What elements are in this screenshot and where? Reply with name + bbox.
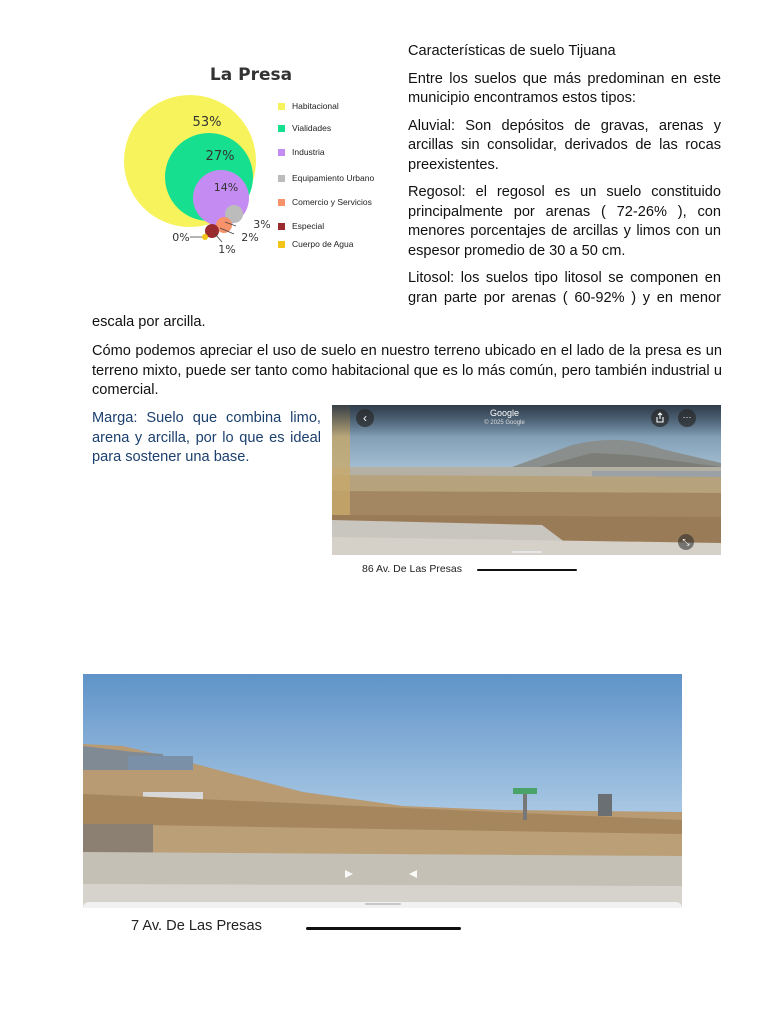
legend-label: Especial — [292, 221, 325, 231]
legend-swatch — [278, 175, 285, 182]
drag-handle[interactable] — [365, 903, 401, 905]
legend-swatch — [278, 223, 285, 230]
legend-swatch — [278, 103, 285, 110]
litosol-continuation: escala por arcilla. — [92, 314, 206, 330]
share-icon-glyph — [651, 409, 669, 427]
value-label: 53% — [192, 115, 222, 130]
section-heading: Características de suelo Tijuana — [408, 43, 616, 59]
legend-label: Comercio y Servicios — [292, 197, 372, 207]
legend-swatch — [278, 199, 285, 206]
land-use-chart — [110, 56, 400, 268]
bubble-cuerpo-de-agua — [202, 234, 208, 240]
value-label: 1% — [218, 243, 236, 256]
collapse-icon[interactable]: ⤡ — [678, 534, 694, 550]
legend-swatch — [278, 241, 285, 248]
value-label: 0% — [172, 231, 190, 244]
value-label: 3% — [253, 218, 271, 231]
legend-swatch — [278, 125, 285, 132]
marga-paragraph: Marga: Suelo que combina limo, arena y arcilla, por lo que es ideal para sostener una base. — [92, 410, 321, 465]
more-options-icon[interactable]: ··· — [678, 409, 696, 427]
chart-title: La Presa — [209, 65, 293, 85]
intro-paragraph: Entre los suelos que más predominan en este municipio encontramos estos tipos: — [408, 70, 721, 106]
legend-label: Industria — [292, 147, 325, 157]
chart-svg — [110, 56, 400, 268]
leader-line — [215, 234, 222, 242]
value-label: 14% — [213, 181, 239, 194]
photo-1-caption: 86 Av. De Las Presas — [362, 563, 463, 575]
street-view-photo-2[interactable] — [83, 674, 682, 908]
photo-2-caption: 7 Av. De Las Presas — [131, 918, 262, 934]
legend-label: Equipamiento Urbano — [292, 173, 375, 183]
value-label: 2% — [241, 231, 259, 244]
drag-handle[interactable] — [512, 551, 542, 553]
land-use-paragraph: Cómo podemos apreciar el uso de suelo en nuestro terreno ubicado en el lado de la presa es un terreno mixto, puede ser tanto como habitacional que es lo más común, pero también industrial u comercial. — [92, 343, 722, 398]
legend-label: Vialidades — [292, 123, 332, 133]
regosol-paragraph: Regosol: el regosol es un suelo constituido principalmente por arenas ( 72-26% ), con menores porcentajes de arcillas y limos con un espesor promedio de 30 a 50 cm. — [408, 184, 721, 259]
aluvial-paragraph: Aluvial: Son depósitos de gravas, arenas y arcillas sin consolidar, derivados de las rocas preexistentes. — [408, 117, 721, 173]
copyright-text: © 2025 Google — [484, 420, 525, 426]
home-indicator-1 — [477, 569, 577, 571]
litosol-paragraph: Litosol: los suelos tipo litosol se componen en gran parte por arenas ( 60-92% ) y en menor — [408, 270, 721, 306]
legend-label: Habitacional — [292, 101, 339, 111]
text-column — [408, 42, 721, 316]
value-label: 27% — [205, 149, 235, 164]
street-view-scene-1 — [332, 405, 721, 555]
street-view-scene-2 — [83, 674, 682, 908]
share-icon[interactable] — [651, 409, 669, 427]
back-icon[interactable]: ‹ — [356, 409, 374, 427]
legend-label: Cuerpo de Agua — [292, 239, 354, 249]
google-brand: Google — [489, 408, 520, 418]
home-indicator-2 — [306, 927, 461, 930]
street-view-photo-1[interactable] — [332, 405, 721, 555]
legend-swatch — [278, 149, 285, 156]
